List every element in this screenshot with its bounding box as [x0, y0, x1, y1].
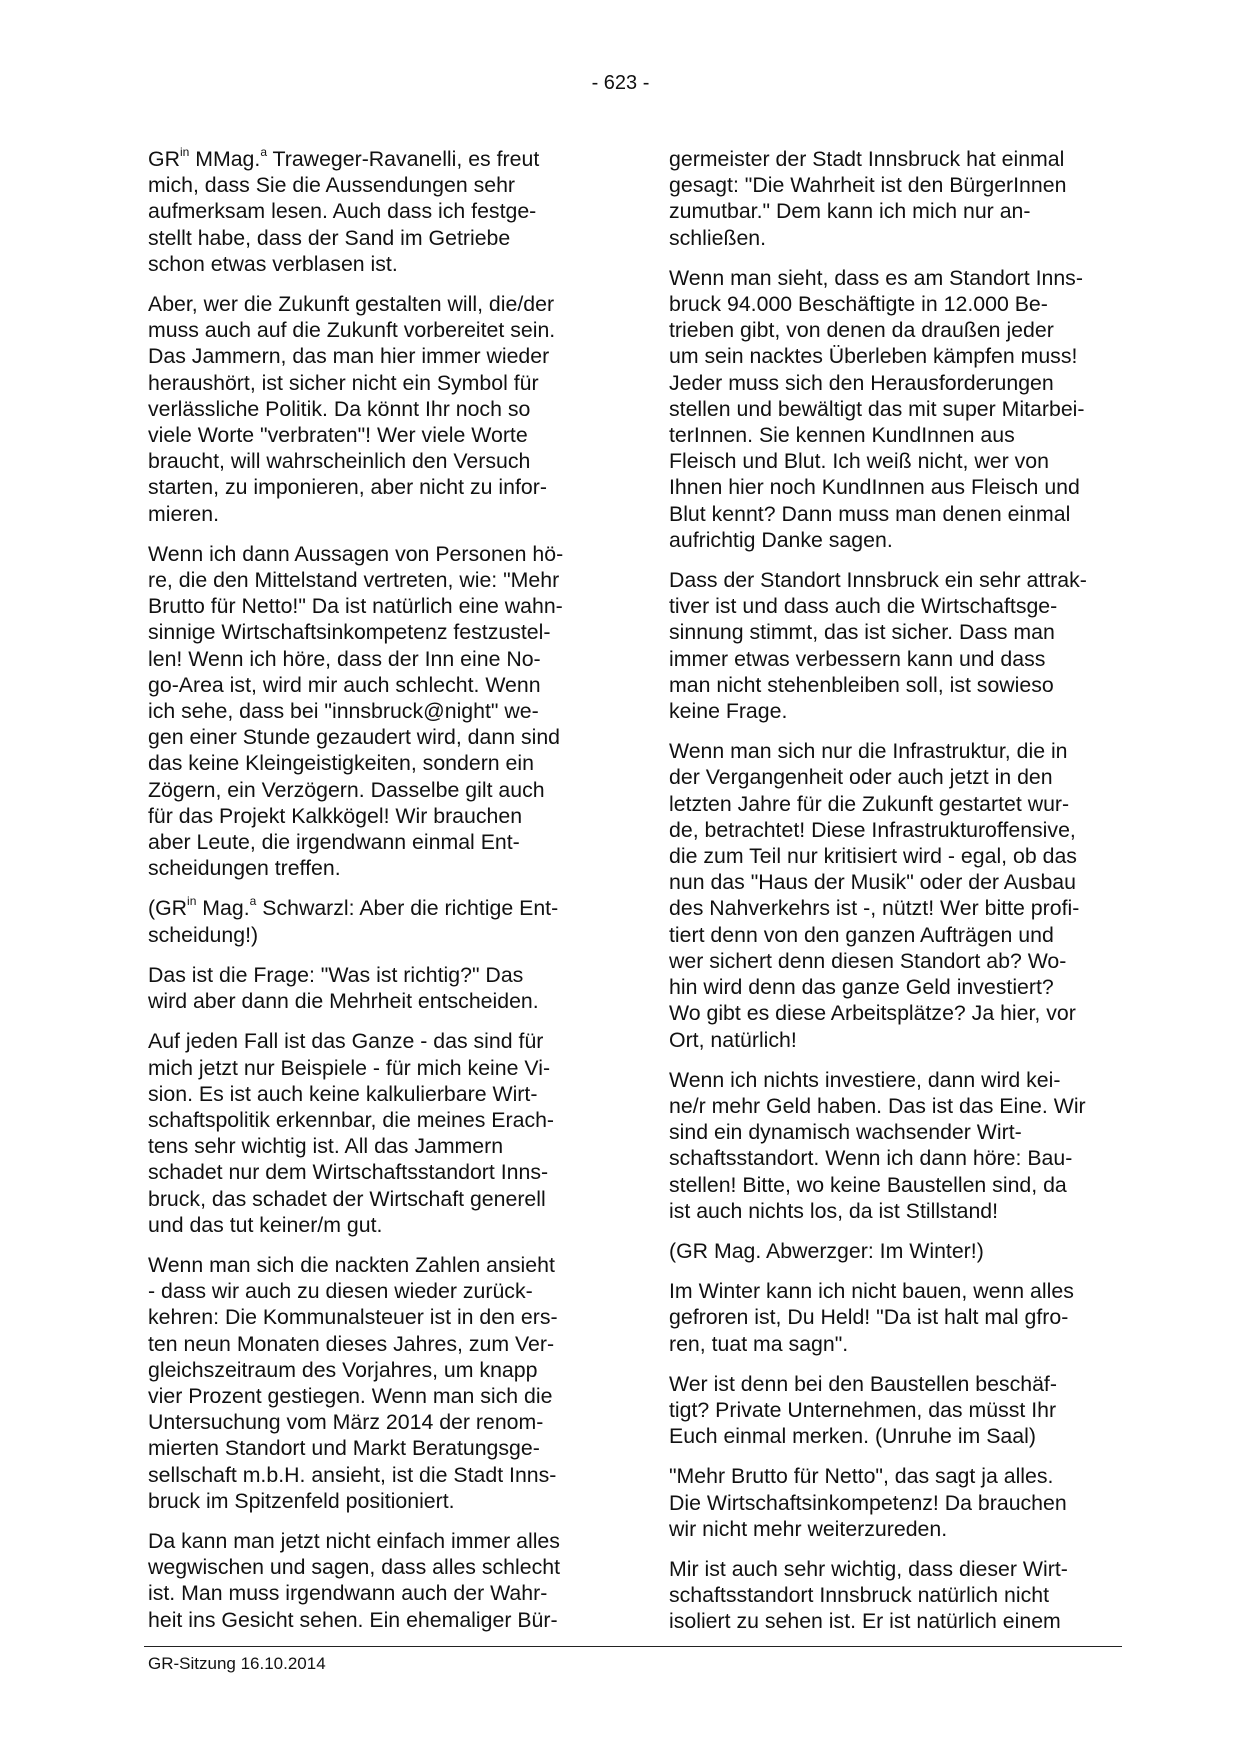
text-line: verlässliche Politik. Da könnt Ihr noch so	[148, 396, 531, 421]
text-line: aufrichtig Danke sagen.	[669, 527, 893, 552]
text-line: Blut kennt? Dann muss man denen einmal	[669, 501, 1071, 526]
text-line: gefroren ist, Du Held! "Da ist halt mal gfro-	[669, 1305, 1069, 1330]
paragraph	[669, 1278, 1115, 1357]
text-line: ne/r mehr Geld haben. Das ist das Eine. Wir	[669, 1093, 1086, 1118]
text-line: - dass wir auch zu diesen wieder zurück-	[148, 1279, 533, 1304]
text-line: Aber, wer die Zukunft gestalten will, die/der	[148, 292, 555, 317]
text-line: ist. Man muss irgendwann auch der Wahr-	[148, 1581, 548, 1606]
text-line: Mir ist auch sehr wichtig, dass dieser Wirt-	[669, 1556, 1068, 1581]
text-line: bruck 94.000 Beschäftigte in 12.000 Be-	[669, 292, 1048, 317]
text-line: Das Jammern, das man hier immer wieder	[148, 344, 550, 369]
text-line: Jeder muss sich den Herausforderungen	[669, 370, 1054, 395]
text-line: ich sehe, dass bei "innsbruck@night" we-	[148, 699, 539, 724]
text-line: ist auch nichts los, da ist Stillstand!	[669, 1198, 999, 1223]
text-line: Wenn man sich die nackten Zahlen ansieht	[148, 1252, 555, 1277]
text-line: die zum Teil nur kritisiert wird - egal, ob das	[669, 844, 1077, 869]
text-line: wir nicht mehr weiterzureden.	[669, 1516, 948, 1541]
text-line: scheidungen treffen.	[148, 856, 341, 881]
speaker-line: $GR^{in}$ MMag.$^a$ Traweger-Ravanelli, es freut	[148, 144, 540, 171]
text-line: kehren: Die Kommunalsteuer ist in den ers-	[148, 1305, 558, 1330]
text-line: Wo gibt es diese Arbeitsplätze? Ja hier, vor	[669, 1001, 1076, 1026]
text-line: (GR Mag. Abwerzger: Im Winter!)	[669, 1238, 984, 1263]
text-line: aber Leute, die irgendwann einmal Ent-	[148, 830, 520, 855]
paragraph	[148, 541, 594, 882]
text-line: Die Wirtschaftsinkompetenz! Da brauchen	[669, 1490, 1067, 1515]
text-line: immer etwas verbessern kann und dass	[669, 646, 1046, 671]
text-line: tigt? Private Unternehmen, das müsst Ihr	[669, 1397, 1057, 1422]
paragraph	[148, 1252, 594, 1514]
text-line: germeister der Stadt Innsbruck hat einmal	[669, 147, 1065, 171]
text-line: tiver ist und dass auch die Wirtschaftsge-	[669, 594, 1058, 619]
text-line: für das Projekt Kalkkögel! Wir brauchen	[148, 803, 523, 828]
text-line: Ort, natürlich!	[669, 1027, 797, 1052]
text-line: muss auch auf die Zukunft vorbereitet sein.	[148, 318, 556, 343]
text-line: Im Winter kann ich nicht bauen, wenn alles	[669, 1279, 1074, 1304]
text-line: stellen! Bitte, wo keine Baustellen sind, da	[669, 1172, 1067, 1197]
text-line: Euch einmal merken. (Unruhe im Saal)	[669, 1424, 1036, 1449]
text-line: go-Area ist, wird mir auch schlecht. Wenn	[148, 672, 541, 697]
text-line: mieren.	[148, 501, 220, 526]
text-line: nun das "Haus der Musik" oder der Ausbau	[669, 870, 1076, 895]
text-line: Wenn ich nichts investiere, dann wird kei-	[669, 1067, 1061, 1092]
text-line: starten, zu imponieren, aber nicht zu infor-	[148, 475, 547, 500]
text-line: wer sichert denn diesen Standort ab? Wo-	[669, 948, 1067, 973]
paragraph	[669, 738, 1115, 1052]
text-line: scheidung!)	[148, 922, 259, 947]
text-line: der Vergangenheit oder auch jetzt in den	[669, 765, 1053, 790]
text-line: gleichszeitraum des Vorjahres, um knapp	[148, 1357, 538, 1382]
text-line: letzten Jahre für die Zukunft gestartet wur-	[669, 791, 1070, 816]
text-line: isoliert zu sehen ist. Er ist natürlich einem	[669, 1609, 1061, 1634]
text-line: sinnung stimmt, das ist sicher. Dass man	[669, 620, 1055, 645]
text-line: re, die den Mittelstand vertreten, wie: "Mehr	[148, 568, 560, 593]
text-line: sion. Es ist auch keine kalkulierbare Wirt-	[148, 1081, 538, 1106]
text-line: braucht, will wahrscheinlich den Versuch	[148, 449, 531, 474]
text-line: Ihnen hier noch KundInnen aus Fleisch und	[669, 475, 1080, 500]
text-line: Wer ist denn bei den Baustellen beschäf-	[669, 1371, 1057, 1396]
text-line: keine Frage.	[669, 699, 788, 724]
text-line: ten neun Monaten dieses Jahres, zum Ver-	[148, 1331, 555, 1356]
text-line: man nicht stehenbleiben soll, ist sowieso	[669, 672, 1054, 697]
paragraph	[669, 146, 1115, 251]
paragraph	[669, 1556, 1115, 1635]
text-line: und das tut keiner/m gut.	[148, 1212, 383, 1237]
text-line: "Mehr Brutto für Netto", das sagt ja alles.	[669, 1464, 1054, 1489]
paragraph	[669, 1463, 1115, 1542]
paragraph	[148, 146, 594, 277]
text-line: Untersuchung vom März 2014 der renom-	[148, 1410, 544, 1435]
paragraph	[148, 1528, 594, 1633]
text-line: len! Wenn ich höre, dass der Inn eine No-	[148, 646, 541, 671]
text-line: Brutto für Netto!" Da ist natürlich eine wahn-	[148, 594, 563, 619]
text-line: sinnige Wirtschaftsinkompetenz festzustel-	[148, 620, 551, 645]
text-line: schaftsstandort. Wenn ich dann höre: Bau-	[669, 1146, 1073, 1171]
text-line: Wenn man sieht, dass es am Standort Inns-	[669, 265, 1083, 290]
text-line: gen einer Stunde gezaudert wird, dann sind	[148, 725, 561, 750]
text-line: wegwischen und sagen, dass alles schlecht	[148, 1555, 560, 1580]
text-line: de, betrachtet! Diese Infrastrukturoffensive,	[669, 817, 1076, 842]
text-line: ren, tuat ma sagn".	[669, 1331, 849, 1356]
paragraph	[669, 265, 1115, 553]
text-line: schaftsstandort Innsbruck natürlich nicht	[669, 1583, 1049, 1608]
text-line: mich, dass Sie die Aussendungen sehr	[148, 173, 516, 198]
text-line: das keine Kleingeistigkeiten, sondern ein	[148, 751, 534, 776]
paragraph	[669, 567, 1115, 724]
text-line: Da kann man jetzt nicht einfach immer alles	[148, 1528, 560, 1553]
paragraph	[669, 1067, 1115, 1224]
interjection	[148, 895, 594, 947]
text-line: schon etwas verblasen ist.	[148, 251, 398, 276]
text-line: Wenn man sich nur die Infrastruktur, die in	[669, 739, 1068, 764]
text-line: bruck im Spitzenfeld positioniert.	[148, 1488, 455, 1513]
interjection	[669, 1238, 1115, 1264]
text-line: sind ein dynamisch wachsender Wirt-	[669, 1120, 1022, 1145]
text-line: zumutbar." Dem kann ich mich nur an-	[669, 199, 1031, 224]
text-line: terInnen. Sie kennen KundInnen aus	[669, 423, 1015, 448]
text-line: heit ins Gesicht sehen. Ein ehemaliger Bür-	[148, 1607, 558, 1632]
text-line: Dass der Standort Innsbruck ein sehr attrak-	[669, 568, 1087, 593]
text-line: schließen.	[669, 225, 767, 250]
text-line: des Nahverkehrs ist -, nützt! Wer bitte profi-	[669, 896, 1080, 921]
footer-session-date: GR-Sitzung 16.10.2014	[148, 1654, 326, 1673]
footer-divider	[144, 1646, 1122, 1647]
paragraph	[669, 1371, 1115, 1450]
text-line: Auf jeden Fall ist das Ganze - das sind für	[148, 1029, 544, 1054]
speaker-line: ($GR^{in}$ Mag.$^a$ Schwarzl: Aber die richtige Ent-	[148, 894, 559, 921]
paragraph	[148, 1028, 594, 1238]
text-line: bruck, das schadet der Wirtschaft generell	[148, 1186, 546, 1211]
text-line: wird aber dann die Mehrheit entscheiden.	[148, 989, 539, 1014]
text-line: mich jetzt nur Beispiele - für mich keine Vi-	[148, 1055, 551, 1080]
text-line: sellschaft m.b.H. ansieht, ist die Stadt Inns-	[148, 1462, 557, 1487]
text-line: tens sehr wichtig ist. All das Jammern	[148, 1134, 504, 1159]
text-line: stellt habe, dass der Sand im Getriebe	[148, 225, 511, 250]
left-column	[148, 146, 594, 1647]
text-line: um sein nacktes Überleben kämpfen muss!	[669, 344, 1078, 369]
text-line: Wenn ich dann Aussagen von Personen hö-	[148, 541, 564, 566]
text-line: hin wird denn das ganze Geld investiert?	[669, 975, 1054, 1000]
text-line: tiert denn von den ganzen Aufträgen und	[669, 922, 1054, 947]
text-line: aufmerksam lesen. Auch dass ich festge-	[148, 199, 537, 224]
right-column	[669, 146, 1115, 1649]
text-line: schadet nur dem Wirtschaftsstandort Inns-	[148, 1160, 549, 1185]
text-line: trieben gibt, von denen da draußen jeder	[669, 318, 1054, 343]
text-line: Fleisch und Blut. Ich weiß nicht, wer von	[669, 449, 1049, 474]
page-number: - 623 -	[591, 72, 650, 94]
paragraph	[148, 962, 594, 1014]
text-line: Zögern, ein Verzögern. Dasselbe gilt auch	[148, 777, 545, 802]
text-line: mierten Standort und Markt Beratungsge-	[148, 1436, 540, 1461]
paragraph	[148, 291, 594, 527]
text-line: Das ist die Frage: "Was ist richtig?" Das	[148, 962, 524, 987]
text-line: stellen und bewältigt das mit super Mitarbei-	[669, 396, 1085, 421]
text-line: schaftspolitik erkennbar, die meines Erach-	[148, 1107, 555, 1132]
text-line: vier Prozent gestiegen. Wenn man sich die	[148, 1383, 553, 1408]
text-line: viele Worte "verbraten"! Wer viele Worte	[148, 423, 528, 448]
text-line: gesagt: "Die Wahrheit ist den BürgerInnen	[669, 173, 1067, 198]
text-line: heraushört, ist sicher nicht ein Symbol für	[148, 370, 539, 395]
